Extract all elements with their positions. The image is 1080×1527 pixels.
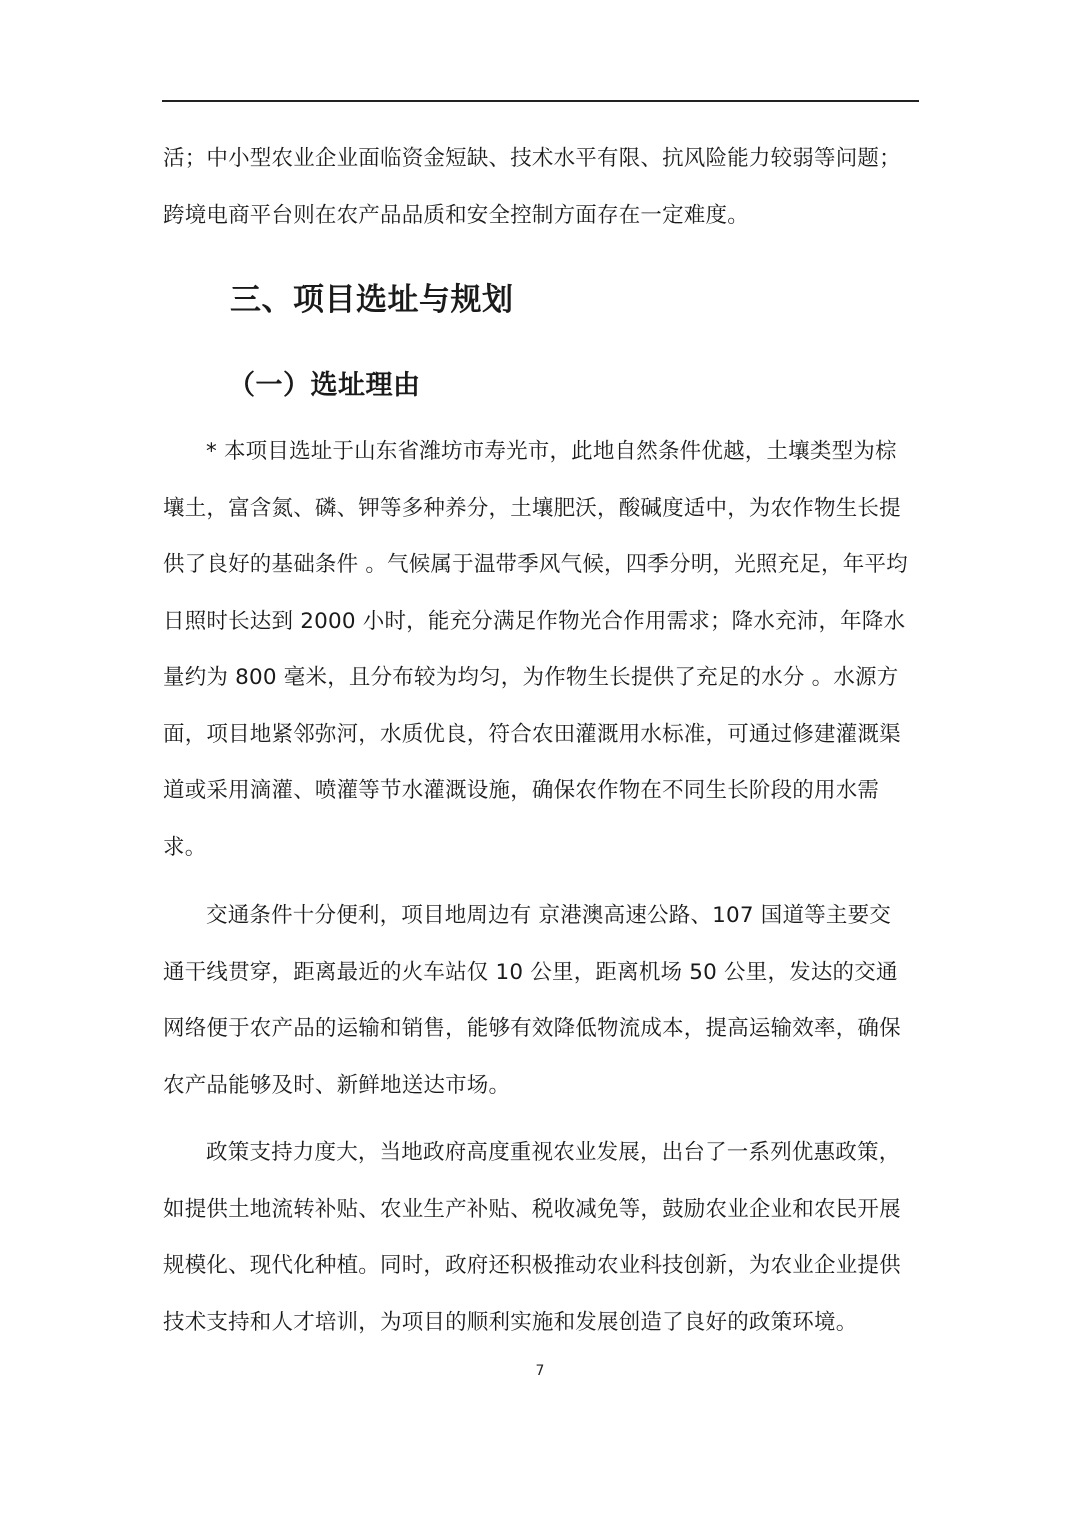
text-line: 面，项目地紧邻弥河，水质优良，符合农田灌溉用水标准，可通过修建灌溉渠: [163, 721, 901, 747]
text-line: 政策支持力度大，当地政府高度重视农业发展，出台了一系列优惠政策，: [206, 1140, 901, 1165]
text-line: 网络便于农产品的运输和销售，能够有效降低物流成本，提高运输效率，确保: [163, 1016, 901, 1041]
text-line: 农产品能够及时、新鲜地送达市场。: [163, 1072, 511, 1098]
text-line: 日照时长达到 2000 小时，能充分满足作物光合作用需求；降水充沛，年降水: [163, 608, 906, 634]
subsection-title: （一）选址理由: [228, 370, 421, 401]
continuation-paragraph: [163, 131, 915, 244]
text-line: 跨境电商平台则在农产品品质和安全控制方面存在一定难度。: [163, 202, 749, 228]
text-line: 如提供土地流转补贴、农业生产补贴、税收减免等，鼓励农业企业和农民开展: [163, 1196, 901, 1222]
text-line: * 本项目选址于山东省潍坊市寿光市，此地自然条件优越，土壤类型为棕: [206, 439, 897, 464]
text-line: 量约为 800 毫米，且分布较为均匀，为作物生长提供了充足的水分 。水源方: [163, 665, 899, 690]
header-rule: [162, 100, 919, 102]
text-line: 交通条件十分便利，项目地周边有 京港澳高速公路、107 国道等主要交: [206, 903, 892, 928]
page-number: 7: [535, 1363, 545, 1379]
paragraph-policy-support: [163, 1125, 915, 1351]
paragraph-transportation: [163, 888, 915, 1114]
text-line: 技术支持和人才培训，为项目的顺利实施和发展创造了良好的政策环境。: [163, 1309, 858, 1335]
text-line: 求。: [163, 834, 207, 860]
section-title: 三、项目选址与规划: [230, 282, 514, 318]
text-line: 规模化、现代化种植。同时，政府还积极推动农业科技创新，为农业企业提供: [163, 1253, 901, 1278]
text-line: 壤土，富含氮、磷、钾等多种养分，土壤肥沃，酸碱度适中，为农作物生长提: [163, 495, 901, 521]
text-line: 道或采用滴灌、喷灌等节水灌溉设施，确保农作物在不同生长阶段的用水需: [163, 778, 880, 803]
paragraph-natural-conditions: [163, 424, 915, 876]
text-line: 供了良好的基础条件 。气候属于温带季风气候，四季分明，光照充足，年平均: [163, 552, 908, 577]
text-line: 活；中小型农业企业面临资金短缺、技术水平有限、抗风险能力较弱等问题；: [163, 146, 901, 171]
text-line: 通干线贯穿，距离最近的火车站仅 10 公里，距离机场 50 公里，发达的交通: [163, 959, 898, 985]
